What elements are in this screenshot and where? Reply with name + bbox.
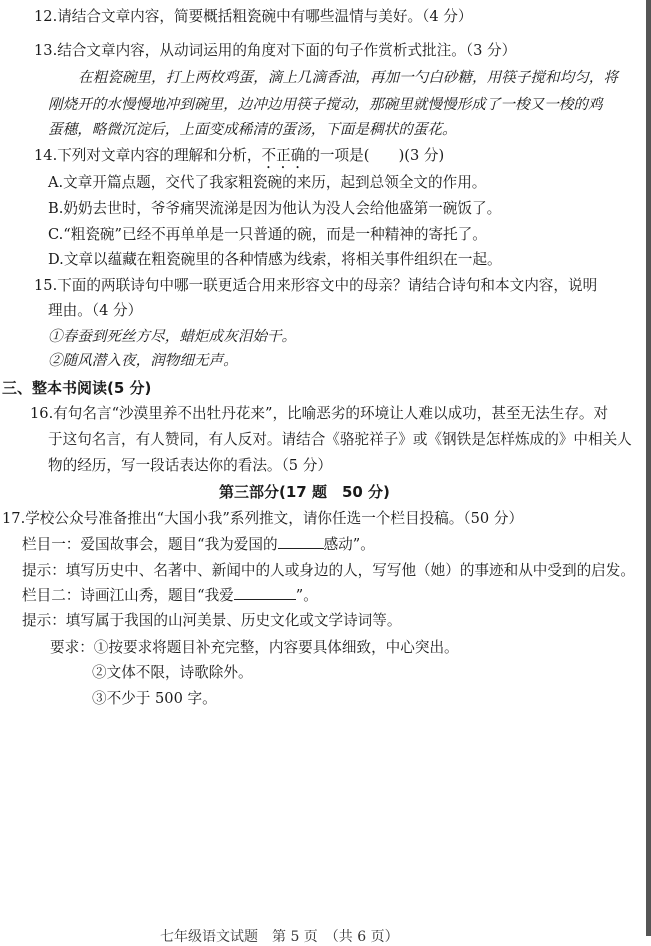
- part-3-title: 第三部分(17 题 50 分): [219, 483, 390, 501]
- requirement-3: ③不少于 500 字。: [92, 690, 217, 707]
- question-15-poem-2: ②随风潜入夜，润物细无声。: [48, 352, 238, 369]
- column-2: [22, 585, 318, 607]
- column-1-suffix: 感动”。: [323, 536, 375, 553]
- column-1: [22, 534, 375, 556]
- question-16-line-1: 16.有句名言“沙漠里养不出牡丹花来”，比喻恶劣的环境让人难以成功，甚至无法生存。对: [30, 405, 609, 422]
- column-2-prefix: 栏目二：诗画江山秀，题目“我爱: [22, 587, 234, 604]
- question-14-suffix: 的一项是( )(3 分): [305, 147, 445, 164]
- requirement-2: ②文体不限，诗歌除外。: [92, 664, 253, 681]
- question-12: 12.请结合文章内容，简要概括粗瓷碗中有哪些温情与美好。（4 分）: [34, 8, 473, 25]
- column-2-blank: [234, 585, 296, 600]
- question-16-line-3: 物的经历，写一段话表达你的看法。（5 分）: [48, 457, 332, 474]
- question-16-line-2: 于这句名言，有人赞同，有人反对。请结合《骆驼祥子》或《钢铁是怎样炼成的》中相关人: [48, 431, 632, 448]
- question-15-poem-1: ①春蚕到死丝方尽，蜡炬成灰泪始干。: [48, 328, 297, 345]
- column-2-suffix: ”。: [295, 587, 318, 604]
- question-14-option-b: B.奶奶去世时，爷爷痛哭流涕是因为他认为没人会给他盛第一碗饭了。: [48, 200, 502, 217]
- requirement-1: 要求：①按要求将题目补充完整，内容要具体细致，中心突出。: [50, 639, 459, 656]
- question-13: 13.结合文章内容，从动词运用的角度对下面的句子作赏析式批注。（3 分）: [34, 42, 517, 59]
- question-14-option-c: C.“粗瓷碗”已经不再单单是一只普通的碗，而是一种精神的寄托了。: [48, 226, 487, 243]
- question-14-option-a: A.文章开篇点题，交代了我家粗瓷碗的来历，起到总领全文的作用。: [48, 174, 487, 191]
- question-13-quote-line-3: 蛋穗，略微沉淀后，上面变成稀清的蛋汤，下面是稠状的蛋花。: [48, 121, 457, 138]
- question-14-emphasis: 不正确: [261, 147, 306, 164]
- question-14-option-d: D.文章以蕴藏在粗瓷碗里的各种情感为线索，将相关事件组织在一起。: [48, 251, 502, 268]
- hint-2: 提示：填写属于我国的山河美景、历史文化或文学诗词等。: [22, 612, 402, 629]
- question-17: 17.学校公众号准备推出“大国小我”系列推文，请你任选一个栏目投稿。（50 分）: [2, 510, 524, 527]
- question-15-line-2: 理由。（4 分）: [48, 302, 143, 319]
- hint-1: 提示：填写历史中、名著中、新闻中的人或身边的人，写写他（她）的事迹和从中受到的启发。: [22, 562, 635, 579]
- question-15-line-1: 15.下面的两联诗句中哪一联更适合用来形容文中的母亲？请结合诗句和本文内容，说明: [34, 277, 598, 294]
- section-3-title: 三、整本书阅读(5 分): [2, 379, 152, 397]
- column-1-prefix: 栏目一：爱国故事会，题目“我为爱国的: [22, 536, 278, 553]
- question-13-quote-line-1: 在粗瓷碗里，打上两枚鸡蛋，滴上几滴香油，再加一勺白砂糖，用筷子搅和均匀，将: [78, 69, 618, 86]
- question-14: [34, 145, 444, 167]
- page-edge-shadow: [646, 0, 651, 936]
- column-1-blank: [278, 534, 324, 549]
- question-13-quote-line-2: 刚烧开的水慢慢地冲到碗里，边冲边用筷子搅动，那碗里就慢慢形成了一梭又一梭的鸡: [48, 96, 603, 113]
- page-footer: 七年级语文试题 第 5 页 （共 6 页）: [160, 929, 399, 945]
- question-14-prefix: 14.下列对文章内容的理解和分析，: [34, 147, 262, 164]
